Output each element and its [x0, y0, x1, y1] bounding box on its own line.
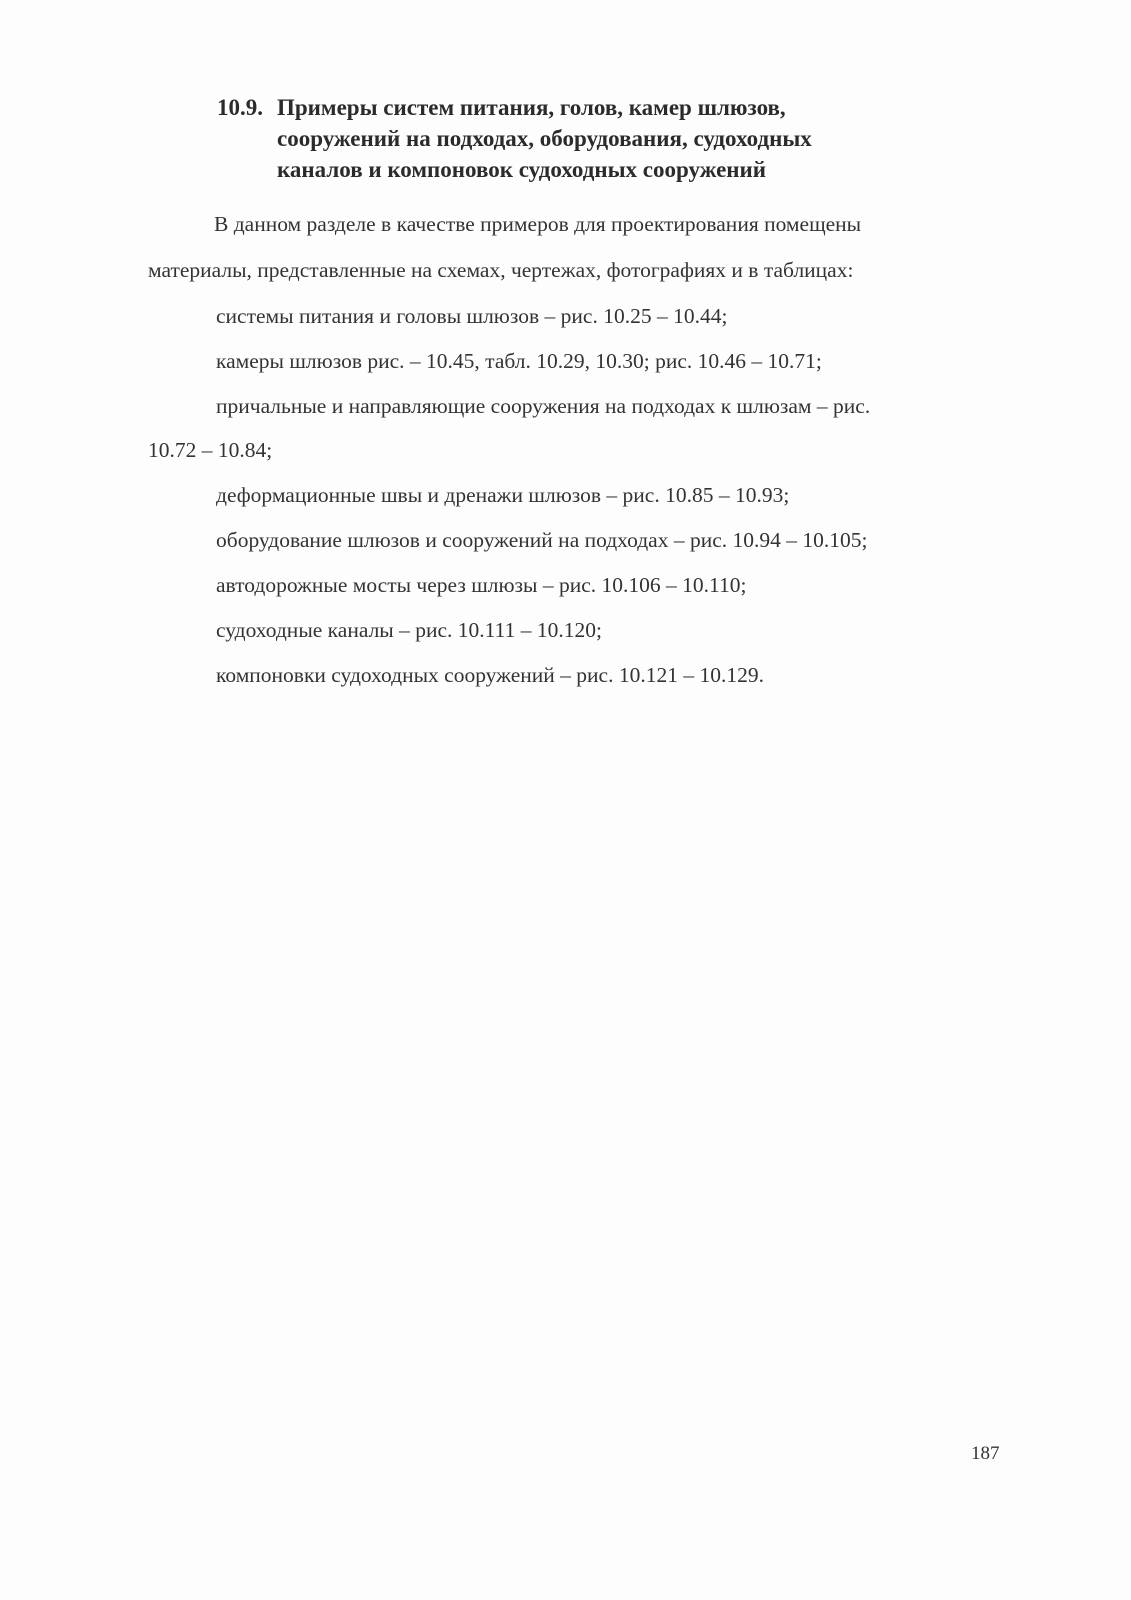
- section-title-line: Примеры систем питания, голов, камер шлюзов,: [277, 95, 786, 120]
- list-item: причальные и направляющие сооружения на подходах к шлюзам – рис.: [216, 394, 871, 418]
- list-item: оборудование шлюзов и сооружений на подходах – рис. 10.94 – 10.105;: [216, 528, 868, 552]
- list-item: деформационные швы и дренажи шлюзов – рис. 10.85 – 10.93;: [216, 483, 790, 507]
- section-title: [277, 92, 977, 185]
- intro-line: материалы, представленные на схемах, чертежах, фотографиях и в таблицах:: [148, 258, 854, 282]
- list-item-continuation: 10.72 – 10.84;: [148, 438, 273, 462]
- list-item: камеры шлюзов рис. – 10.45, табл. 10.29, 10.30; рис. 10.46 – 10.71;: [216, 349, 822, 373]
- list-item: автодорожные мосты через шлюзы – рис. 10.106 – 10.110;: [216, 573, 747, 597]
- section-title-line: каналов и компоновок судоходных сооружений: [277, 157, 767, 182]
- list-item: компоновки судоходных сооружений – рис. 10.121 – 10.129.: [216, 663, 764, 687]
- list-item: судоходные каналы – рис. 10.111 – 10.120;: [216, 618, 602, 642]
- section-heading: [217, 92, 977, 185]
- intro-line: В данном разделе в качестве примеров для проектирования помещены: [214, 212, 862, 236]
- list-item: системы питания и головы шлюзов – рис. 10.25 – 10.44;: [216, 304, 728, 328]
- section-number: 10.9.: [217, 95, 263, 120]
- page-number: 187: [971, 1443, 1000, 1464]
- section-title-line: сооружений на подходах, оборудования, судоходных: [277, 126, 812, 151]
